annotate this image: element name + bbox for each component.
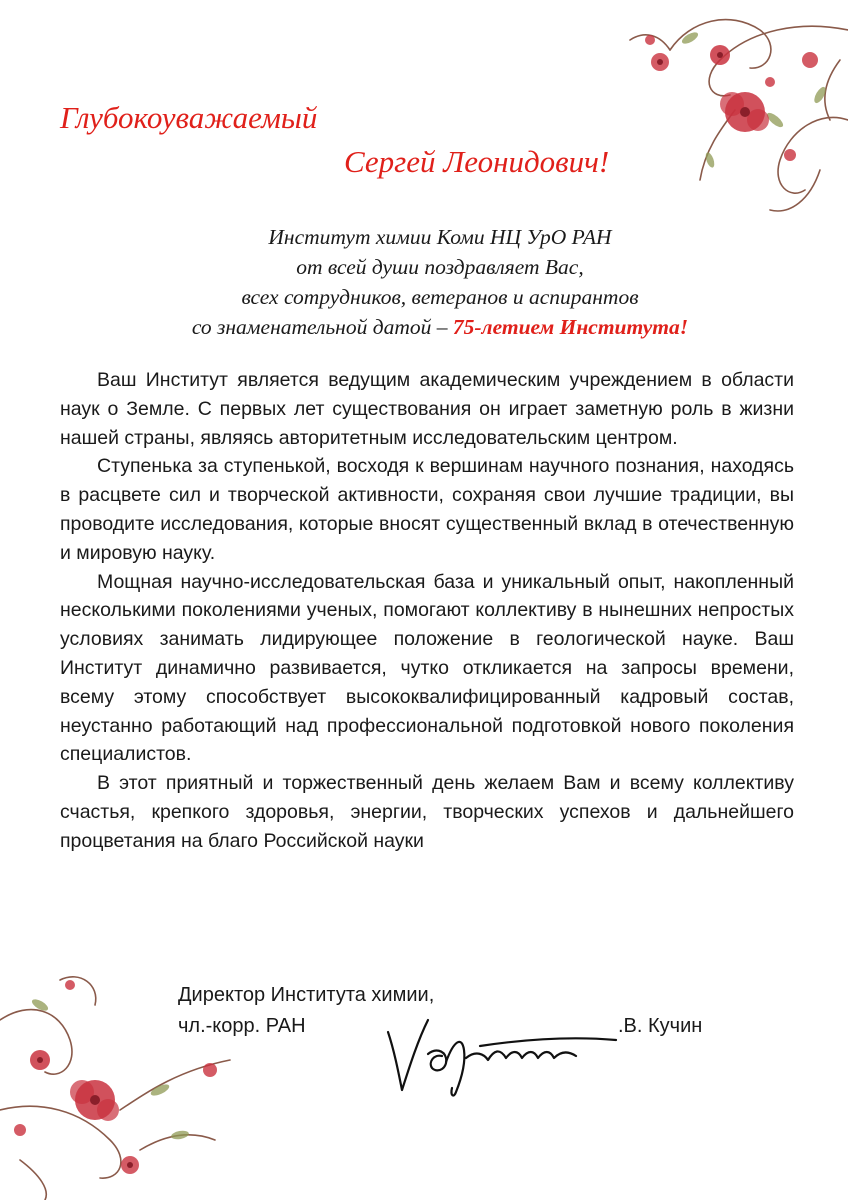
signatory-title: Директор Института химии, (178, 984, 435, 1006)
floral-corner-top-right (520, 0, 848, 240)
anniversary-highlight: 75-летием Института (452, 315, 680, 339)
intro-line-3: всех сотрудников, ветеранов и аспирантов (241, 285, 639, 309)
intro-line-2: от всей души поздравляет Вас, (296, 255, 584, 279)
intro-line-4 (120, 312, 760, 342)
intro-line-1: Институт химии Коми НЦ УрО РАН (268, 225, 612, 249)
intro-line-4-prefix: со знаменательной датой – (191, 315, 453, 339)
intro-line-4-suffix: ! (679, 315, 689, 339)
signatory-rank: чл.-корр. РАН (178, 1015, 306, 1037)
body-paragraph-4: В этот приятный и торжественный день желаем Вам и всему коллективу счастья, крепкого здоровья, энергии, творческих успехов и дальнейшего процветания на благо Российской науки (60, 772, 794, 852)
handwritten-signature (380, 1010, 620, 1100)
signatory-name: .В. Кучин (618, 1015, 703, 1037)
body-paragraph-3: Мощная научно-исследовательская база и уникальный опыт, накопленный несколькими поколениями ученых, помогают коллективу в нынешних непростых условиях занимать лидирующее положение в геологической науке. Ваш Институт динамично развивается, чутко откликается на запросы времени, всему этому способствует высококвалифицированный кадровый состав, неустанно работающий над профессиональной подготовкой нового поколения специалистов. (60, 570, 794, 766)
body-paragraph-2: Ступенька за ступенькой, восходя к вершинам научного познания, находясь в расцвете сил и творческой активности, сохраняя свои лучшие традиции, вы проводите исследования, которые вносят существенный вклад в отечественную и мировую науку. (60, 455, 794, 564)
greeting-line-1: Глубокоуважаемый (60, 100, 318, 135)
body-paragraph-1: Ваш Институт является ведущим академическим учреждением в области наук о Земле. С первых лет существования он играет заметную роль в жизни нашей страны, являясь авторитетным исследовательским центром. (60, 369, 794, 449)
intro-block (120, 222, 760, 342)
letter-body (60, 366, 794, 856)
greeting-line-2: Сергей Леонидович! (344, 144, 610, 179)
